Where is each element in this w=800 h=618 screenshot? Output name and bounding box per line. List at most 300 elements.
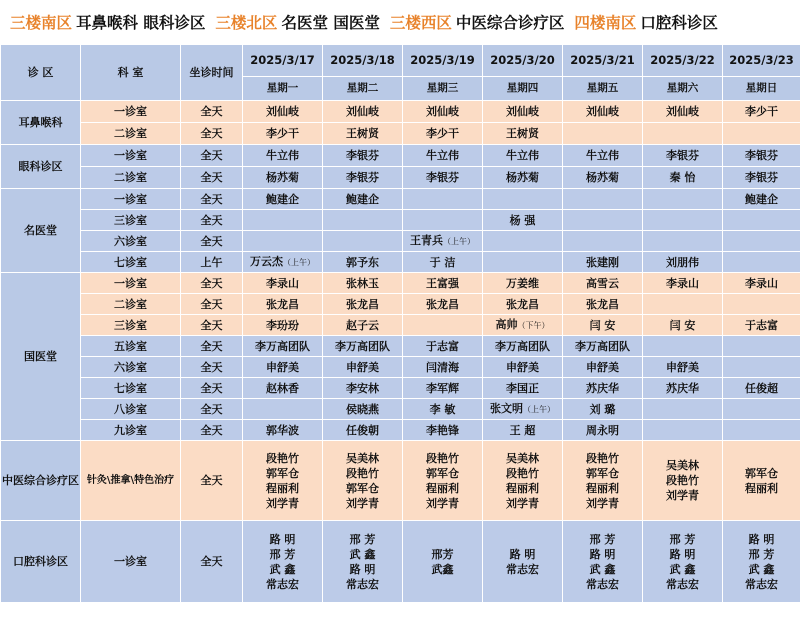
schedule-row (1, 399, 800, 420)
doctor-name: 常志宏 (506, 562, 539, 576)
doctor-name: 张林玉 (346, 276, 379, 290)
doctor-name: 段艳竹 (346, 466, 379, 480)
doctor-cell (403, 145, 483, 167)
doctor-cell (243, 189, 323, 210)
doctor-cell (323, 189, 403, 210)
doctor-cell (403, 294, 483, 315)
schedule-row (1, 336, 800, 357)
doctor-cell (723, 210, 800, 231)
doctor-name: 申舒美 (266, 360, 299, 374)
doctor-cell (563, 101, 643, 123)
doctor-cell (243, 420, 323, 441)
schedule-row (1, 441, 800, 521)
zone-cell: 名医堂 (1, 189, 81, 273)
doctor-cell (723, 252, 800, 273)
doctor-name: 张龙昌 (586, 297, 619, 311)
doctor-cell (643, 167, 723, 189)
doctor-cell (723, 273, 800, 294)
doctor-cell (483, 167, 563, 189)
doctor-cell (643, 336, 723, 357)
time-cell: 全天 (181, 378, 243, 399)
doctor-name: 于志富 (426, 339, 459, 353)
doctor-cell (643, 123, 723, 145)
doctor-name: 牛立伟 (586, 149, 619, 162)
zone-cell: 耳鼻喉科 (1, 101, 81, 145)
room-cell: 二诊室 (81, 123, 181, 145)
schedule-row (1, 294, 800, 315)
room-cell: 一诊室 (81, 145, 181, 167)
doctor-name: 李国正 (506, 381, 539, 395)
doctor-cell (643, 420, 723, 441)
doctor-cell (723, 294, 800, 315)
doctor-name: 吴美林 (506, 451, 539, 465)
doctor-name: 李银芬 (346, 171, 379, 184)
doctor-name: 吴美林 (666, 459, 699, 472)
doctor-name: 常志宏 (666, 577, 699, 591)
doctor-name: 邢 芳 (589, 532, 616, 546)
time-cell: 上午 (181, 252, 243, 273)
schedule-row (1, 210, 800, 231)
doctor-name: 李军辉 (426, 381, 459, 395)
doctor-name: 程丽利 (266, 481, 299, 495)
doctor-cell (323, 123, 403, 145)
doctor-cell (243, 399, 323, 420)
doctor-name: 刘仙岐 (666, 105, 699, 118)
doctor-cell (483, 252, 563, 273)
doctor-cell (643, 294, 723, 315)
doctor-cell (483, 189, 563, 210)
session-note: （上午） (283, 258, 315, 267)
doctor-name: 刘仙岐 (426, 105, 459, 118)
schedule-row (1, 315, 800, 336)
doctor-name: 段艳竹 (506, 466, 539, 480)
doctor-name: 路 明 (748, 532, 775, 546)
doctor-cell (483, 273, 563, 294)
doctor-name: 侯晓燕 (346, 402, 379, 416)
doctor-name: 李玢玢 (266, 318, 299, 332)
doctor-cell (643, 357, 723, 378)
doctor-name: 闫 安 (669, 318, 696, 332)
time-cell: 全天 (181, 294, 243, 315)
doctor-cell (563, 521, 643, 603)
doctor-cell (723, 123, 800, 145)
doctor-cell (323, 336, 403, 357)
doctor-cell (323, 378, 403, 399)
doctor-name: 李万高团队 (575, 339, 630, 353)
doctor-name: 常志宏 (586, 577, 619, 591)
doctor-cell (643, 101, 723, 123)
room-cell: 二诊室 (81, 167, 181, 189)
doctor-cell (723, 101, 800, 123)
doctor-name: 武 鑫 (669, 562, 696, 576)
doctor-name: 段艳竹 (586, 451, 619, 465)
doctor-name: 武 鑫 (269, 562, 296, 576)
doctor-cell (403, 420, 483, 441)
doctor-cell (403, 273, 483, 294)
doctor-name: 杨 强 (509, 213, 536, 227)
doctor-cell (403, 252, 483, 273)
doctor-name: 任俊朝 (346, 423, 379, 437)
doctor-name: 李银芬 (346, 149, 379, 162)
time-cell: 全天 (181, 189, 243, 210)
doctor-cell (323, 420, 403, 441)
doctor-name: 王树贤 (506, 127, 539, 140)
doctor-name: 王 超 (509, 423, 536, 437)
doctor-name: 鲍建企 (266, 192, 299, 206)
doctor-name: 李艳锋 (426, 423, 459, 437)
doctor-cell (483, 210, 563, 231)
banner-dept-3: 中医综合诊疗区 (455, 14, 565, 32)
doctor-name: 程丽利 (745, 481, 778, 495)
doctor-cell (723, 315, 800, 336)
doctor-name: 刘仙岐 (506, 105, 539, 118)
doctor-name: 刘仙岐 (346, 105, 379, 118)
time-cell: 全天 (181, 231, 243, 252)
doctor-cell (643, 252, 723, 273)
banner-zone-4: 四楼南区 (574, 14, 637, 32)
time-cell: 全天 (181, 123, 243, 145)
doctor-cell (643, 315, 723, 336)
header-weekday: 星期二 (323, 77, 403, 101)
doctor-name: 刘 璐 (589, 402, 616, 416)
doctor-name: 路 明 (589, 547, 616, 561)
room-cell: 七诊室 (81, 252, 181, 273)
doctor-name: 高帅 (495, 318, 518, 331)
time-cell: 全天 (181, 101, 243, 123)
doctor-name: 李少干 (745, 105, 778, 118)
doctor-cell (323, 357, 403, 378)
doctor-name: 赵林香 (266, 381, 299, 395)
room-cell: 一诊室 (81, 273, 181, 294)
doctor-name: 任俊超 (745, 381, 778, 395)
room-cell: 六诊室 (81, 357, 181, 378)
doctor-name: 郭华波 (266, 423, 299, 437)
doctor-name: 武鑫 (431, 562, 454, 576)
time-cell: 全天 (181, 210, 243, 231)
doctor-name: 于 洁 (429, 255, 456, 269)
doctor-name: 于志富 (745, 318, 778, 332)
session-note: （上午） (523, 405, 555, 414)
doctor-name: 王青兵 (410, 234, 443, 247)
doctor-name: 赵子云 (346, 318, 379, 332)
doctor-name: 杨苏菊 (506, 171, 539, 184)
doctor-cell (243, 167, 323, 189)
doctor-cell (403, 167, 483, 189)
header-weekday: 星期一 (243, 77, 323, 101)
doctor-cell (483, 441, 563, 521)
banner-dept-4: 口腔科诊区 (640, 14, 718, 32)
doctor-cell (243, 521, 323, 603)
doctor-cell (563, 315, 643, 336)
doctor-cell (243, 231, 323, 252)
schedule-row (1, 521, 800, 603)
doctor-name: 张龙昌 (346, 297, 379, 311)
schedule-row (1, 145, 800, 167)
doctor-cell (403, 210, 483, 231)
doctor-cell (483, 101, 563, 123)
doctor-cell (243, 315, 323, 336)
doctor-name: 程丽利 (506, 481, 539, 495)
banner-dept-1: 耳鼻喉科 眼科诊区 (76, 14, 206, 32)
doctor-name: 武 鑫 (349, 547, 376, 561)
doctor-cell (243, 294, 323, 315)
doctor-name: 路 明 (349, 562, 376, 576)
doctor-cell (643, 231, 723, 252)
schedule-row (1, 420, 800, 441)
doctor-name: 李录山 (745, 276, 778, 290)
doctor-cell (243, 145, 323, 167)
doctor-name: 张建刚 (586, 255, 619, 269)
doctor-name: 李安林 (346, 381, 379, 395)
room-cell: 二诊室 (81, 294, 181, 315)
time-cell: 全天 (181, 167, 243, 189)
doctor-cell (403, 123, 483, 145)
doctor-name: 刘学青 (586, 496, 619, 510)
doctor-cell (483, 336, 563, 357)
doctor-cell (243, 441, 323, 521)
zone-cell: 国医堂 (1, 273, 81, 441)
doctor-name: 郭予东 (346, 255, 379, 269)
doctor-name: 杨苏菊 (266, 171, 299, 184)
doctor-name: 鲍建企 (745, 192, 778, 206)
doctor-name: 鲍建企 (346, 192, 379, 206)
doctor-cell (563, 273, 643, 294)
doctor-cell (323, 294, 403, 315)
time-cell: 全天 (181, 336, 243, 357)
doctor-name: 程丽利 (586, 481, 619, 495)
doctor-cell (563, 252, 643, 273)
header-weekday: 星期六 (643, 77, 723, 101)
doctor-cell (643, 273, 723, 294)
room-cell: 一诊室 (81, 521, 181, 603)
doctor-cell (323, 273, 403, 294)
session-note: （上午） (443, 237, 475, 246)
doctor-name: 路 明 (269, 532, 296, 546)
doctor-cell (483, 357, 563, 378)
doctor-name: 张龙昌 (506, 297, 539, 311)
schedule-row (1, 189, 800, 210)
time-cell: 全天 (181, 273, 243, 294)
doctor-name: 常志宏 (266, 577, 299, 591)
doctor-name: 郭军仓 (745, 466, 778, 480)
doctor-name: 吴美林 (346, 451, 379, 465)
doctor-cell (563, 294, 643, 315)
doctor-cell (403, 336, 483, 357)
doctor-cell (483, 315, 563, 336)
doctor-name: 李 敏 (429, 402, 456, 416)
doctor-name: 常志宏 (745, 577, 778, 591)
doctor-name: 刘朋伟 (666, 255, 699, 269)
doctor-name: 闫 安 (589, 318, 616, 332)
doctor-name: 李录山 (666, 276, 699, 290)
doctor-cell (243, 378, 323, 399)
doctor-cell (723, 357, 800, 378)
schedule-row (1, 167, 800, 189)
doctor-name: 李万高团队 (335, 339, 390, 353)
doctor-cell (323, 145, 403, 167)
doctor-cell (723, 441, 800, 521)
doctor-cell (243, 273, 323, 294)
doctor-name: 刘学青 (666, 489, 699, 502)
doctor-cell (483, 231, 563, 252)
doctor-cell (643, 210, 723, 231)
header-time: 坐诊时间 (181, 45, 243, 101)
room-cell: 一诊室 (81, 189, 181, 210)
doctor-cell (643, 378, 723, 399)
session-note: （下午） (517, 321, 550, 330)
zone-cell: 中医综合诊疗区 (1, 441, 81, 521)
time-cell: 全天 (181, 357, 243, 378)
schedule-row (1, 231, 800, 252)
doctor-name: 周永明 (586, 423, 619, 437)
doctor-name: 段艳竹 (666, 474, 699, 487)
banner-zone-1: 三楼南区 (10, 14, 73, 32)
time-cell: 全天 (181, 521, 243, 603)
room-cell: 三诊室 (81, 315, 181, 336)
doctor-name: 牛立伟 (506, 149, 539, 162)
doctor-name: 申舒美 (346, 360, 379, 374)
doctor-cell (403, 357, 483, 378)
doctor-name: 李万高团队 (495, 339, 550, 353)
doctor-name: 邢 芳 (748, 547, 775, 561)
doctor-name: 杨苏菊 (586, 171, 619, 184)
doctor-cell (323, 101, 403, 123)
doctor-name: 邢芳 (431, 547, 454, 561)
doctor-cell (243, 101, 323, 123)
doctor-cell (643, 521, 723, 603)
header-date: 2025/3/18 (323, 45, 403, 77)
room-cell: 一诊室 (81, 101, 181, 123)
header-date: 2025/3/22 (643, 45, 723, 77)
doctor-cell (243, 336, 323, 357)
doctor-cell (323, 210, 403, 231)
header-zone: 诊 区 (1, 45, 81, 101)
schedule-row (1, 123, 800, 145)
time-cell: 全天 (181, 145, 243, 167)
schedule-row (1, 273, 800, 294)
doctor-cell (723, 521, 800, 603)
schedule-row (1, 101, 800, 123)
doctor-cell (643, 399, 723, 420)
doctor-cell (323, 167, 403, 189)
header-weekday: 星期日 (723, 77, 800, 101)
doctor-name: 申舒美 (506, 360, 539, 374)
doctor-name: 李银芬 (745, 149, 778, 162)
doctor-cell (403, 101, 483, 123)
doctor-name: 刘仙岐 (586, 105, 619, 118)
doctor-cell (323, 315, 403, 336)
doctor-name: 秦 怡 (669, 171, 696, 184)
doctor-name: 武 鑫 (589, 562, 616, 576)
doctor-cell (563, 357, 643, 378)
doctor-cell (403, 441, 483, 521)
doctor-name: 刘学青 (506, 496, 539, 510)
doctor-cell (243, 252, 323, 273)
doctor-name: 申舒美 (666, 360, 699, 374)
doctor-name: 李录山 (266, 276, 299, 290)
doctor-cell (563, 231, 643, 252)
room-cell: 针灸\推拿\特色治疗 (81, 441, 181, 521)
page-banner (0, 0, 800, 44)
doctor-cell (483, 145, 563, 167)
doctor-cell (563, 167, 643, 189)
doctor-name: 闫清海 (426, 360, 459, 374)
doctor-name: 王富强 (426, 276, 459, 290)
doctor-name: 郭军仓 (266, 466, 299, 480)
doctor-cell (243, 357, 323, 378)
doctor-name: 牛立伟 (426, 149, 459, 162)
time-cell: 全天 (181, 399, 243, 420)
doctor-name: 申舒美 (586, 360, 619, 374)
doctor-name: 段艳竹 (426, 451, 459, 465)
doctor-cell (403, 399, 483, 420)
doctor-name: 张龙昌 (426, 297, 459, 311)
doctor-cell (723, 399, 800, 420)
doctor-cell (563, 189, 643, 210)
doctor-cell (563, 336, 643, 357)
room-cell: 六诊室 (81, 231, 181, 252)
doctor-cell (483, 399, 563, 420)
doctor-name: 刘学青 (346, 496, 379, 510)
doctor-cell (403, 231, 483, 252)
doctor-name: 李银芬 (426, 171, 459, 184)
doctor-name: 苏庆华 (666, 381, 699, 395)
time-cell: 全天 (181, 441, 243, 521)
header-date: 2025/3/17 (243, 45, 323, 77)
doctor-name: 武 鑫 (748, 562, 775, 576)
doctor-name: 李少干 (266, 127, 299, 140)
doctor-cell (323, 521, 403, 603)
doctor-name: 万姜维 (506, 276, 539, 290)
doctor-name: 常志宏 (346, 577, 379, 591)
doctor-cell (723, 231, 800, 252)
doctor-cell (483, 420, 563, 441)
doctor-cell (563, 399, 643, 420)
doctor-cell (563, 420, 643, 441)
doctor-cell (723, 420, 800, 441)
doctor-cell (403, 189, 483, 210)
doctor-cell (323, 252, 403, 273)
doctor-name: 王树贤 (346, 127, 379, 140)
zone-cell: 眼科诊区 (1, 145, 81, 189)
doctor-name: 邢 芳 (669, 532, 696, 546)
doctor-name: 张文明 (490, 402, 523, 415)
doctor-cell (723, 378, 800, 399)
doctor-cell (243, 123, 323, 145)
doctor-cell (323, 441, 403, 521)
room-cell: 七诊室 (81, 378, 181, 399)
doctor-name: 邢 芳 (349, 532, 376, 546)
doctor-name: 程丽利 (426, 481, 459, 495)
zone-cell: 口腔科诊区 (1, 521, 81, 603)
doctor-name: 李银芬 (745, 171, 778, 184)
time-cell: 全天 (181, 315, 243, 336)
schedule-table (0, 44, 800, 603)
header-date: 2025/3/23 (723, 45, 800, 77)
schedule-row (1, 252, 800, 273)
doctor-name: 苏庆华 (586, 381, 619, 395)
doctor-name: 邢 芳 (269, 547, 296, 561)
doctor-cell (723, 167, 800, 189)
doctor-cell (643, 441, 723, 521)
time-cell: 全天 (181, 420, 243, 441)
doctor-name: 万云杰 (250, 255, 283, 268)
doctor-name: 郭军仓 (586, 466, 619, 480)
doctor-cell (563, 441, 643, 521)
header-weekday: 星期四 (483, 77, 563, 101)
header-date: 2025/3/19 (403, 45, 483, 77)
header-room: 科 室 (81, 45, 181, 101)
